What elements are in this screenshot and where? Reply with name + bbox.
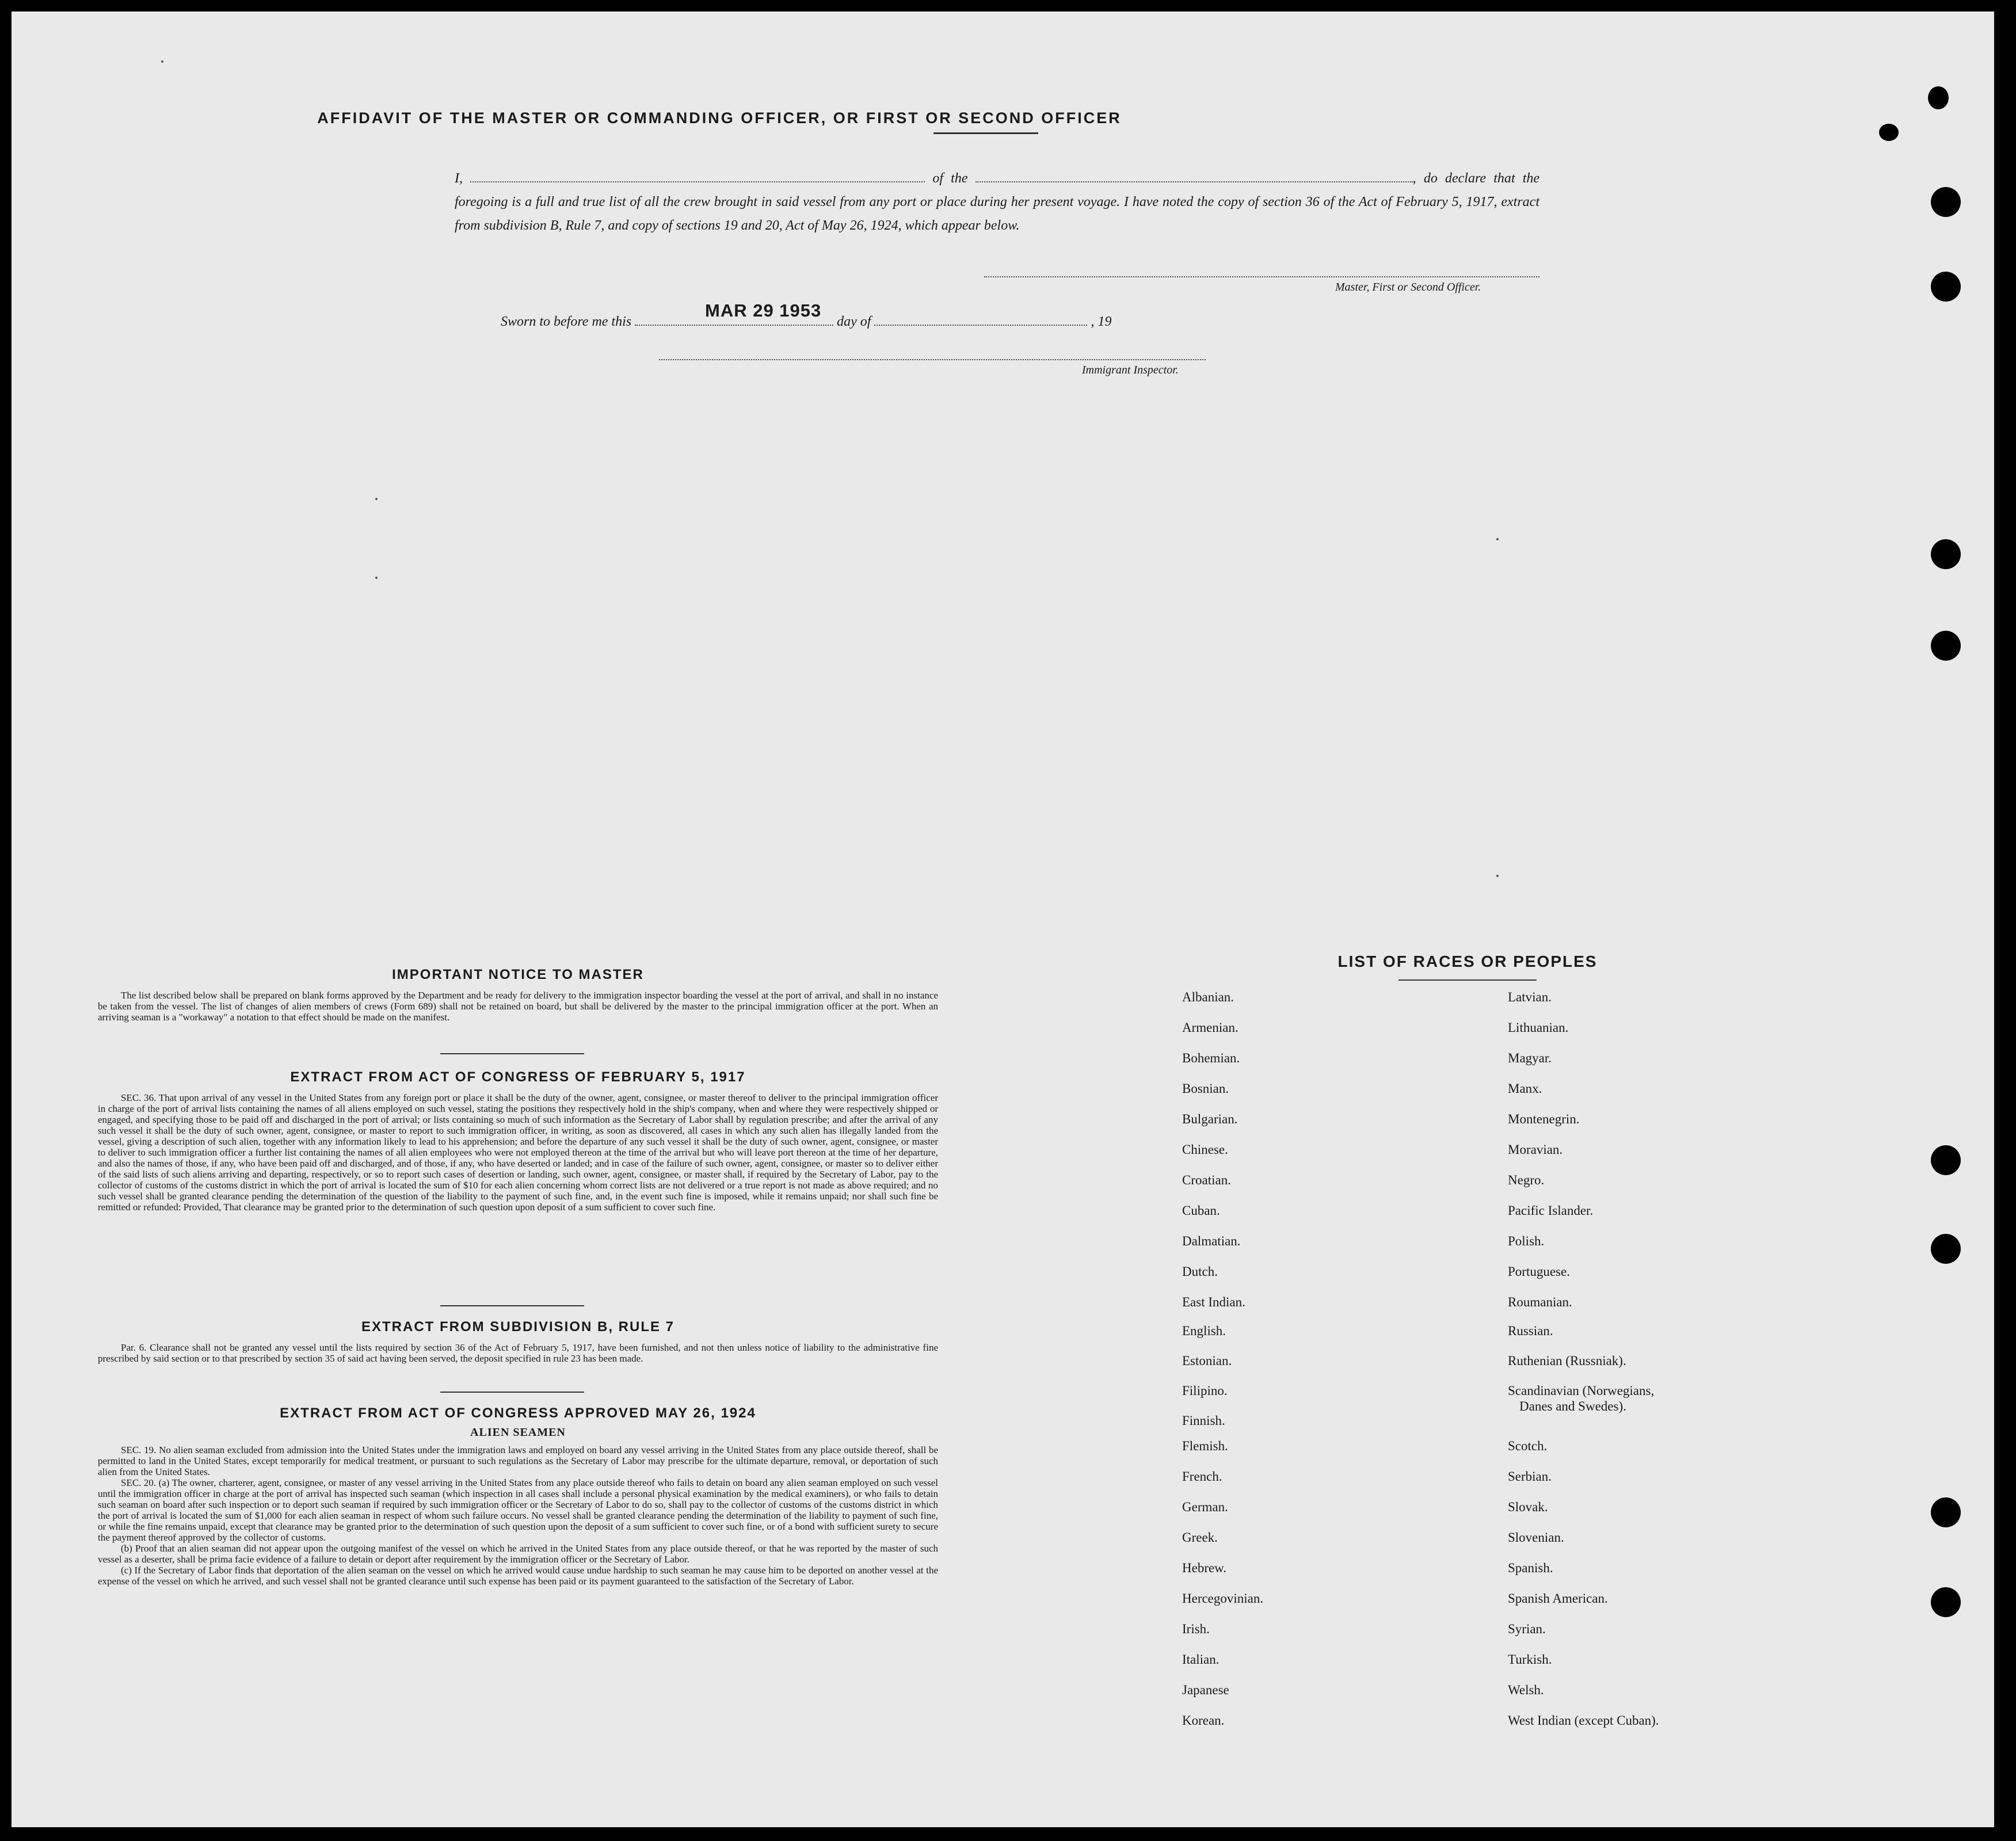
declaration bbox=[455, 167, 1539, 238]
race-item: Estonian. bbox=[1182, 1354, 1232, 1368]
race-item: Latvian. bbox=[1508, 990, 1552, 1004]
punch-hole bbox=[1931, 187, 1961, 217]
name-blank[interactable] bbox=[470, 167, 925, 182]
inspector-caption: Immigrant Inspector. bbox=[1082, 364, 1179, 376]
subdivision-text: Par. 6. Clearance shall not be granted any vessel until the lists required by section 36 of the Act of February 5, 1917, have been furnished, and not then unless notice of liability to the administrative fine prescribed by said section or to that prescribed by section 35 of said act having been served, the deposit specified in rule 23 has been made. bbox=[98, 1342, 938, 1364]
race-item: Korean. bbox=[1182, 1713, 1225, 1728]
master-signature-line[interactable] bbox=[984, 276, 1539, 277]
race-item: Scandinavian (Norwegians, bbox=[1508, 1383, 1655, 1398]
race-item: Greek. bbox=[1182, 1530, 1218, 1545]
notice-title: IMPORTANT NOTICE TO MASTER bbox=[392, 967, 644, 982]
decl-of-the: of the bbox=[932, 171, 968, 186]
torn-corner-mark bbox=[1928, 86, 1949, 109]
race-item: Russian. bbox=[1508, 1324, 1553, 1338]
race-item: Serbian. bbox=[1508, 1469, 1552, 1484]
affidavit-title: AFFIDAVIT OF THE MASTER OR COMMANDING OFFICER, OR FIRST OR SECOND OFFICER bbox=[317, 109, 1122, 127]
race-item: Albanian. bbox=[1182, 990, 1234, 1004]
sworn-year: , 19 bbox=[1091, 314, 1112, 329]
notice-rule bbox=[440, 1053, 584, 1054]
races-title: LIST OF RACES OR PEOPLES bbox=[1337, 952, 1598, 970]
race-item: Welsh. bbox=[1508, 1683, 1544, 1697]
race-item: Dutch. bbox=[1182, 1264, 1218, 1279]
sec-20a-text: SEC. 20. (a) The owner, charterer, agent, consignee, or master of any vessel arriving in the United States from any place outside thereof who fails to detain on board any alien seaman employed on such vessel until the immigration officer in charge at the port of arrival has inspected such seaman (which inspection in all cases shall include a personal physical examination by the medical examiners), or who fails to detain such seaman on board after such inspection or to deport such seaman if required by such immigration officer or the Secretary of Labor to do so, shall pay to the collector of customs of the customs district in which the port of arrival is located the sum of $1,000 for each alien seaman in respect of whom such failure occurs. No vessel shall be granted clearance pending the determination of the liability to payment of such fine, or while the fine remains unpaid, except that clearance may be granted prior to the determination of such question upon the deposit of a sum sufficient to cover such fine, or of a bond with sufficient surety to secure the payment thereof approved by the collector of customs. bbox=[98, 1477, 938, 1543]
race-item: Chinese. bbox=[1182, 1142, 1228, 1157]
sec-19-text: SEC. 19. No alien seaman excluded from admission into the United States under the immigration laws and employed on board any vessel arriving in the United States from any place outside thereof, shall be permitted to land in the United States, except temporarily for medical treatment, or pursuant to such regulations as the Secretary of Labor may prescribe for the ultimate departure, removal, or deportation of such alien from the United States. bbox=[98, 1444, 938, 1477]
extract-1924-title: EXTRACT FROM ACT OF CONGRESS APPROVED MAY 26, 1924 bbox=[280, 1405, 756, 1421]
notice-text: The list described below shall be prepared on blank forms approved by the Department and be ready for delivery to the immigration inspector boarding the vessel at the port of arrival, and shall in no instance be taken from the vessel. The list of changes of alien members of crews (Form 689) shall not be retained on board, but shall be delivered by the master to the principal immigration officer at the port. When an arriving seaman is a "workaway" a notation to that effect should be made on the manifest. bbox=[98, 990, 938, 1023]
form-page bbox=[12, 12, 1994, 1827]
race-item: West Indian (except Cuban). bbox=[1508, 1713, 1659, 1728]
race-item: Turkish. bbox=[1508, 1652, 1552, 1667]
scan-speck bbox=[375, 498, 378, 500]
race-item: Japanese bbox=[1182, 1683, 1229, 1697]
subdivision-body bbox=[98, 1342, 938, 1364]
race-item: Portuguese. bbox=[1508, 1264, 1570, 1279]
punch-hole bbox=[1931, 272, 1961, 302]
race-item: Polish. bbox=[1508, 1234, 1545, 1248]
extract-1917-rule bbox=[440, 1305, 584, 1306]
extract-1917-title: EXTRACT FROM ACT OF CONGRESS OF FEBRUARY 5, 1917 bbox=[290, 1069, 746, 1085]
punch-hole bbox=[1931, 631, 1961, 661]
race-item: German. bbox=[1182, 1500, 1228, 1514]
race-item: Moravian. bbox=[1508, 1142, 1563, 1157]
ink-blot bbox=[1879, 124, 1899, 141]
decl-text: that the foregoing is a full and true list of all the crew brought in said vessel from any port or place during her present voyage. I have noted the copy of section 36 of the Act of February 5, 1917, extract from subdivision B, Rule 7, and copy of sections 19 and 20, Act of May 26, 1924, which appear below. bbox=[455, 171, 1540, 233]
punch-hole bbox=[1931, 1145, 1961, 1175]
race-item: Bohemian. bbox=[1182, 1051, 1240, 1065]
race-item: Slovenian. bbox=[1508, 1530, 1564, 1545]
race-item: Spanish American. bbox=[1508, 1591, 1608, 1606]
extract-1917-body bbox=[98, 1092, 938, 1213]
race-item: Croatian. bbox=[1182, 1173, 1231, 1187]
subdivision-title: EXTRACT FROM SUBDIVISION B, RULE 7 bbox=[361, 1319, 675, 1335]
scan-speck bbox=[1496, 875, 1499, 877]
race-item: Danes and Swedes). bbox=[1519, 1399, 1626, 1413]
scan-speck bbox=[161, 60, 163, 63]
race-item: Bosnian. bbox=[1182, 1081, 1229, 1096]
race-item: Scotch. bbox=[1508, 1439, 1548, 1453]
vessel-blank[interactable] bbox=[975, 167, 1413, 182]
race-item: Finnish. bbox=[1182, 1413, 1225, 1428]
race-item: Roumanian. bbox=[1508, 1295, 1572, 1309]
race-item: Spanish. bbox=[1508, 1561, 1553, 1575]
date-stamp: MAR 29 1953 bbox=[705, 300, 822, 321]
race-item: Slovak. bbox=[1508, 1500, 1548, 1514]
race-item: Negro. bbox=[1508, 1173, 1545, 1187]
punch-hole bbox=[1931, 1497, 1961, 1527]
decl-do-declare: , do declare bbox=[1412, 171, 1487, 186]
sworn-month-blank[interactable] bbox=[874, 311, 1087, 326]
race-item: Flemish. bbox=[1182, 1439, 1228, 1453]
race-item: French. bbox=[1182, 1469, 1222, 1484]
race-item: Montenegrin. bbox=[1508, 1112, 1580, 1126]
race-item: Pacific Islander. bbox=[1508, 1203, 1594, 1218]
race-item: Italian. bbox=[1182, 1652, 1219, 1667]
race-item: Dalmatian. bbox=[1182, 1234, 1241, 1248]
scan-speck bbox=[1496, 538, 1499, 540]
races-rule bbox=[1398, 979, 1537, 981]
race-item: Bulgarian. bbox=[1182, 1112, 1238, 1126]
race-item: Irish. bbox=[1182, 1622, 1210, 1636]
race-item: Magyar. bbox=[1508, 1051, 1552, 1065]
sec-20c-text: (c) If the Secretary of Labor finds that deportation of the alien seaman on the vessel on which he arrived would cause undue hardship to such seaman he may cause him to be deported on another vessel at the expense of the vessel on which he arrived, and such vessel shall not be granted clearance until such expense has been paid or its payment guaranteed to the satisfaction of the Secretary of Labor. bbox=[98, 1565, 938, 1587]
master-caption: Master, First or Second Officer. bbox=[1335, 281, 1481, 294]
title-rule bbox=[933, 132, 1038, 134]
race-item: Armenian. bbox=[1182, 1020, 1238, 1035]
race-item: Hercegovinian. bbox=[1182, 1591, 1264, 1606]
punch-hole bbox=[1931, 1587, 1961, 1617]
inspector-signature-line[interactable] bbox=[659, 359, 1206, 360]
extract-1924-body bbox=[98, 1444, 938, 1587]
extract-1917-text: SEC. 36. That upon arrival of any vessel in the United States from any foreign port or place it shall be the duty of the owner, agent, consignee, or master thereof to deliver to the principal immigration officer in charge of the port of arrival lists containing the names of all aliens employed on such vessel, stating the positions they respectively hold in the ship's company, when and where they were respectively shipped or engaged, and specifying those to be paid off and discharged in the port of arrival; or lists containing so much of such information as the Secretary of Labor shall by regulation prescribe; and after the arrival of any such vessel it shall be the duty of such owner, agent, consignee, or master to report to such immigration officer, in writing, as soon as discovered, all cases in which any such alien has illegally landed from the vessel, giving a description of such alien, together with any information likely to lead to his apprehension; and before the departure of any such vessel it shall be the duty of such owner, agent, consignee, or master to deliver to such immigration officer a further list containing the names of all alien employees who were not employed thereon at the time of the arrival but who will leave port thereon at the time of her departure, and also the names of those, if any, who have been paid off and discharged, and of those, if any, who have deserted or landed; and in case of the failure of such owner, agent, consignee, or master so to deliver either of the said lists of such aliens arriving and departing, respectively, or so to report such cases of desertion or landing, such owner, agent, consignee, or master shall, if required by the Secretary of Labor, pay to the collector of customs of the customs district in which the port of arrival is located the sum of $10 for each alien concerning whom correct lists are not delivered or a true report is not made as above required; and no such vessel shall be granted clearance pending the determination of the question of the liability to the payment of such fine, and, in the event such fine is imposed, while it remains unpaid; nor shall such fine be remitted or refunded: Provided, That clearance may be granted prior to the determination of such question upon deposit of a sum sufficient to cover such fine. bbox=[98, 1092, 938, 1213]
decl-i: I, bbox=[455, 171, 463, 186]
sworn-day-of: day of bbox=[837, 314, 871, 329]
race-item: Ruthenian (Russniak). bbox=[1508, 1354, 1626, 1368]
race-item: Syrian. bbox=[1508, 1622, 1546, 1636]
race-item: Cuban. bbox=[1182, 1203, 1220, 1218]
race-item: Filipino. bbox=[1182, 1383, 1228, 1398]
punch-hole bbox=[1931, 1234, 1961, 1264]
notice-body bbox=[98, 990, 938, 1023]
punch-hole bbox=[1931, 539, 1961, 569]
sec-20b-text: (b) Proof that an alien seaman did not appear upon the outgoing manifest of the vessel on which he arrived in the United States from any place outside thereof, or that he was reported by the master of such vessel as a deserter, shall be prima facie evidence of a failure to detain or deport after requirement by the immigration officer or the Secretary of Labor. bbox=[98, 1543, 938, 1565]
scan-speck bbox=[375, 577, 378, 579]
sworn-prefix: Sworn to before me this bbox=[501, 314, 632, 329]
race-item: Manx. bbox=[1508, 1081, 1542, 1096]
race-item: English. bbox=[1182, 1324, 1226, 1338]
race-item: East Indian. bbox=[1182, 1295, 1245, 1309]
extract-1924-subtitle: ALIEN SEAMEN bbox=[470, 1426, 566, 1439]
race-item: Lithuanian. bbox=[1508, 1020, 1569, 1035]
subdivision-rule bbox=[440, 1392, 584, 1393]
race-item: Hebrew. bbox=[1182, 1561, 1227, 1575]
